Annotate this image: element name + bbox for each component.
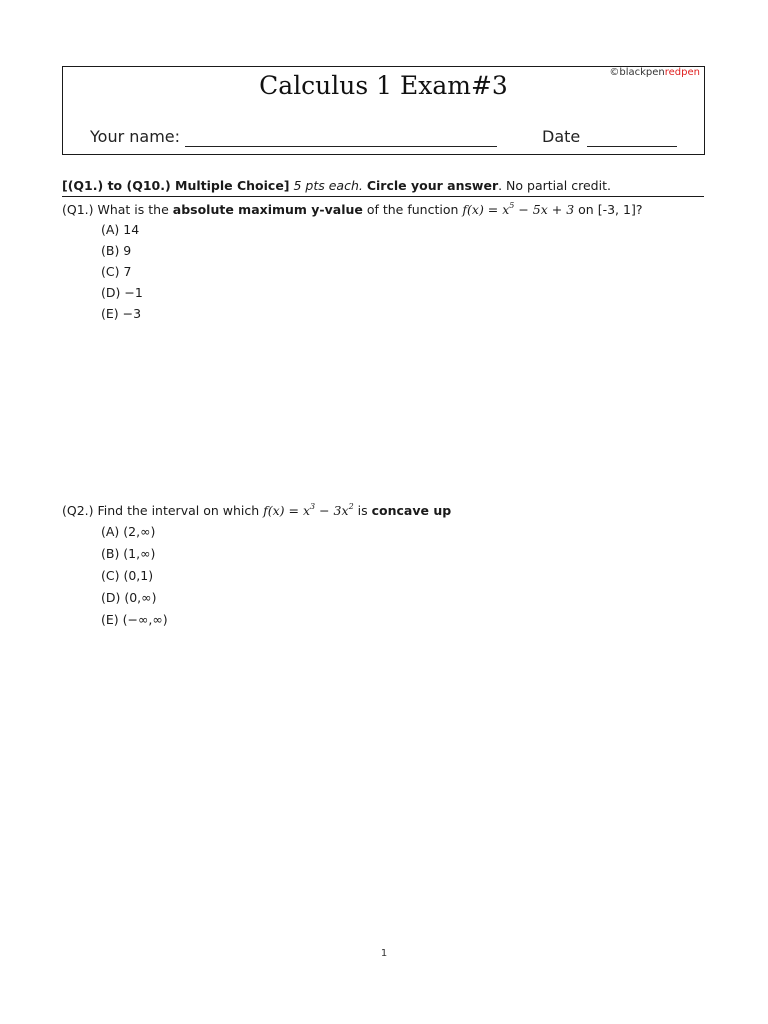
q1-func-exponent: 5 bbox=[509, 201, 515, 210]
name-label: Your name: bbox=[90, 127, 181, 146]
q1-choice-b[interactable]: (B) 9 bbox=[101, 243, 132, 258]
q2-function bbox=[263, 503, 354, 518]
q1-prefix: (Q1.) What is the bbox=[62, 202, 173, 217]
section-points: 5 pts each. bbox=[289, 178, 367, 193]
brand-black-text: blackpen bbox=[619, 67, 665, 78]
brand-red-text: redpen bbox=[664, 67, 700, 78]
date-label: Date bbox=[542, 127, 581, 146]
q2-choice-d[interactable]: (D) (0,∞) bbox=[101, 590, 157, 605]
q2-emphasis: concave up bbox=[371, 503, 452, 518]
q1-mid: of the function bbox=[362, 202, 463, 217]
date-field-line[interactable] bbox=[587, 146, 677, 147]
q2-func-mid: − 3x bbox=[315, 503, 349, 518]
name-field-line[interactable] bbox=[185, 146, 497, 147]
copyright-symbol: © bbox=[609, 67, 620, 78]
q1-choice-e[interactable]: (E) −3 bbox=[101, 306, 142, 321]
q2-choice-e[interactable]: (E) (−∞,∞) bbox=[101, 612, 168, 627]
page-number: 1 bbox=[380, 948, 388, 959]
q1-prompt bbox=[62, 201, 642, 217]
q1-emphasis: absolute maximum y-value bbox=[172, 202, 363, 217]
q2-func-exponent-2: 2 bbox=[348, 502, 354, 511]
q2-func-exponent-1: 3 bbox=[310, 502, 316, 511]
q2-choice-b[interactable]: (B) (1,∞) bbox=[101, 546, 156, 561]
q2-is: is bbox=[353, 503, 372, 518]
q1-func-rest: − 5x + 3 bbox=[514, 202, 575, 217]
section-circle-instruction: Circle your answer bbox=[366, 178, 499, 193]
q2-choice-a[interactable]: (A) (2,∞) bbox=[101, 524, 156, 539]
q2-prompt bbox=[62, 502, 451, 518]
q1-func-lhs: f(x) = x bbox=[462, 202, 510, 217]
section-credit-note: . No partial credit. bbox=[498, 178, 611, 193]
q2-prefix: (Q2.) Find the interval on which bbox=[62, 503, 264, 518]
q1-choice-d[interactable]: (D) −1 bbox=[101, 285, 143, 300]
q1-choice-c[interactable]: (C) 7 bbox=[101, 264, 132, 279]
exam-header-box bbox=[62, 66, 705, 155]
section-heading bbox=[62, 178, 704, 197]
q1-suffix: on [-3, 1]? bbox=[574, 202, 643, 217]
q2-choice-c[interactable]: (C) (0,1) bbox=[101, 568, 154, 583]
section-bracket-title: [(Q1.) to (Q10.) Multiple Choice] bbox=[62, 178, 290, 193]
q2-func-lhs: f(x) = x bbox=[263, 503, 311, 518]
q1-function bbox=[462, 202, 574, 217]
exam-title: Calculus 1 Exam#3 bbox=[259, 71, 508, 100]
q1-choice-a[interactable]: (A) 14 bbox=[101, 222, 140, 237]
